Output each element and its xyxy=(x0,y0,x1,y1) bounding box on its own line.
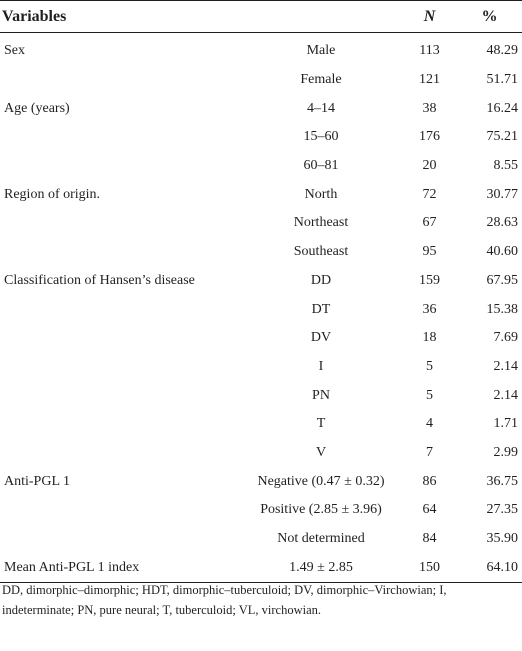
row-variable xyxy=(0,152,240,181)
row-n: 95 xyxy=(422,244,437,260)
row-n: 67 xyxy=(422,215,437,231)
row-category: I xyxy=(318,358,324,374)
table-row xyxy=(0,324,522,353)
row-category: Male xyxy=(306,43,336,59)
table-row xyxy=(0,66,522,95)
row-category: 15–60 xyxy=(303,129,339,145)
row-variable: Region of origin. xyxy=(4,186,101,202)
row-variable xyxy=(0,496,240,525)
row-n: 38 xyxy=(422,100,437,116)
row-n: 64 xyxy=(422,502,437,518)
row-category: 4–14 xyxy=(307,100,335,116)
row-category: Negative (0.47 ± 0.32) xyxy=(257,473,385,489)
row-percent: 35.90 xyxy=(486,531,518,547)
table-row xyxy=(0,33,522,66)
row-n: 7 xyxy=(426,444,433,460)
row-variable xyxy=(0,324,240,353)
row-n: 36 xyxy=(422,301,437,317)
table-row xyxy=(0,353,522,382)
row-percent: 27.35 xyxy=(486,502,518,518)
row-category: 60–81 xyxy=(303,158,339,174)
row-variable: Age (years) xyxy=(4,100,70,116)
row-category: Positive (2.85 ± 3.96) xyxy=(260,502,382,518)
row-category: Not determined xyxy=(277,531,365,547)
row-percent: 67.95 xyxy=(486,272,518,288)
table-row xyxy=(0,180,522,209)
row-category: DT xyxy=(311,301,331,317)
row-category: Northeast xyxy=(293,215,349,231)
row-category: North xyxy=(304,186,338,202)
row-n: 121 xyxy=(419,72,440,88)
table-row xyxy=(0,209,522,238)
row-percent: 2.99 xyxy=(493,444,518,460)
row-n: 113 xyxy=(419,43,440,59)
row-n: 20 xyxy=(422,158,437,174)
row-category: DV xyxy=(310,330,332,346)
row-percent: 64.10 xyxy=(457,553,522,582)
row-n: 84 xyxy=(422,531,437,547)
row-n: 18 xyxy=(422,330,437,346)
row-percent: 15.38 xyxy=(486,301,518,317)
row-variable xyxy=(0,525,240,554)
row-variable xyxy=(0,353,240,382)
row-variable xyxy=(0,295,240,324)
table-row xyxy=(0,553,522,582)
table-row xyxy=(0,496,522,525)
table-row xyxy=(0,152,522,181)
row-variable xyxy=(0,66,240,95)
row-category: PN xyxy=(312,387,330,403)
row-n: 159 xyxy=(419,272,440,288)
row-percent: 2.14 xyxy=(493,358,518,374)
row-category: V xyxy=(315,444,327,460)
table-row xyxy=(0,410,522,439)
row-category: 1.49 ± 2.85 xyxy=(240,553,402,582)
row-variable xyxy=(0,209,240,238)
row-variable xyxy=(0,381,240,410)
table-row xyxy=(0,295,522,324)
row-variable xyxy=(0,439,240,468)
row-category: DD xyxy=(310,272,332,288)
row-percent: 1.71 xyxy=(493,416,518,432)
table-row xyxy=(0,525,522,554)
row-n: 176 xyxy=(419,129,440,145)
row-percent: 16.24 xyxy=(486,100,518,116)
row-category: Southeast xyxy=(293,244,349,260)
table-row xyxy=(0,467,522,496)
table-row xyxy=(0,123,522,152)
row-percent: 75.21 xyxy=(486,129,518,145)
row-n: 4 xyxy=(426,416,433,432)
row-percent: 8.55 xyxy=(493,158,518,174)
row-n: 86 xyxy=(422,473,437,489)
row-variable xyxy=(0,410,240,439)
row-percent: 51.71 xyxy=(486,72,518,88)
row-variable: Classification of Hansen’s disease xyxy=(4,272,195,288)
row-category: T xyxy=(316,416,326,432)
row-percent: 7.69 xyxy=(493,330,518,346)
row-variable xyxy=(0,238,240,267)
row-n: 72 xyxy=(422,186,437,202)
table-footnote: DD, dimorphic–dimorphic; HDT, dimorphic–tuberculoid; DV, dimorphic–Virchowian; I, indeterminate; PN, pure neural; T, tuberculoid; VL, virchowian. xyxy=(2,583,447,617)
table-row xyxy=(0,439,522,468)
row-percent: 36.75 xyxy=(486,473,518,489)
table-body xyxy=(0,33,522,583)
row-percent: 40.60 xyxy=(486,244,518,260)
row-variable: Sex xyxy=(4,43,25,59)
row-percent: 2.14 xyxy=(493,387,518,403)
header-n: N xyxy=(402,1,457,33)
row-variable xyxy=(0,123,240,152)
table-row xyxy=(0,381,522,410)
header-row xyxy=(0,1,522,33)
row-n: 150 xyxy=(402,553,457,582)
row-percent: 28.63 xyxy=(486,215,518,231)
row-percent: 48.29 xyxy=(486,43,518,59)
table-row xyxy=(0,267,522,296)
table-row xyxy=(0,238,522,267)
row-category: Female xyxy=(300,72,342,88)
header-variables: Variables xyxy=(0,1,240,33)
table-row xyxy=(0,94,522,123)
header-percent: % xyxy=(457,1,522,33)
row-n: 5 xyxy=(426,358,433,374)
row-percent: 30.77 xyxy=(486,186,518,202)
row-variable: Anti-PGL 1 xyxy=(4,473,70,489)
row-variable: Mean Anti-PGL 1 index xyxy=(0,553,240,582)
header-category xyxy=(240,1,402,33)
row-n: 5 xyxy=(426,387,433,403)
